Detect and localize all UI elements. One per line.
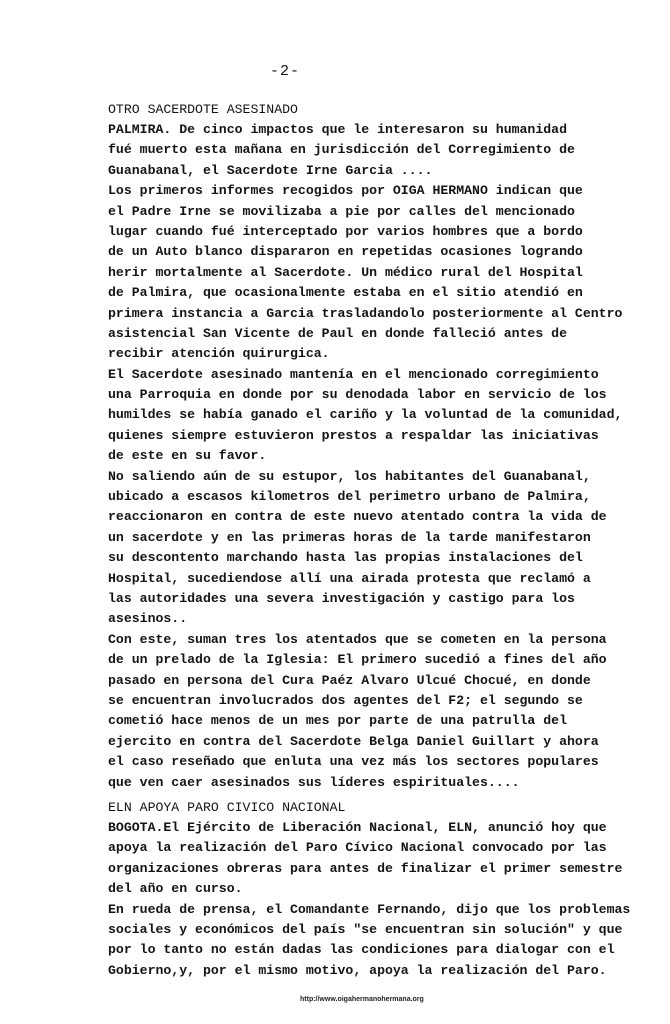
- text-line: Hospital, sucediendose allí una airada protesta que reclamó a: [108, 570, 591, 586]
- text-line: de un prelado de la Iglesia: El primero sucedió a fines del año: [108, 652, 607, 668]
- text-line: ubicado a escasos kilometros del perimetro urbano de Palmira,: [108, 489, 591, 505]
- text-line: No saliendo aún de su estupor, los habitantes del Guanabanal,: [108, 468, 591, 484]
- text-line: asistencial San Vicente de Paul en donde falleció antes de: [108, 325, 567, 341]
- text-line: apoya la realización del Paro Cívico Nacional convocado por las: [108, 840, 607, 856]
- text-line: quienes siempre estuvieron prestos a respaldar las iniciativas: [108, 427, 599, 443]
- text-line: el caso reseñado que enluta una vez más los sectores populares: [108, 754, 599, 770]
- text-line: Guanabanal, el Sacerdote Irne Garcia ....: [108, 162, 433, 178]
- text-line: herir mortalmente al Sacerdote. Un médico rural del Hospital: [108, 264, 583, 280]
- text-line: Los primeros informes recogidos por OIGA HERMANO indican que: [108, 183, 583, 199]
- text-line: se encuentran involucrados dos agentes del F2; el segundo se: [108, 692, 583, 708]
- text-line: que ven caer asesinados sus líderes espirituales....: [108, 774, 520, 790]
- text-line: PALMIRA. De cinco impactos que le interesaron su humanidad: [108, 122, 567, 137]
- text-line: fué muerto esta mañana en jurisdicción del Corregimiento de: [108, 142, 575, 158]
- text-line: recibir atención quirurgica.: [108, 346, 330, 362]
- footer-url: http://www.oigahermanohermana.org: [300, 996, 424, 1003]
- text-line: reaccionaron en contra de este nuevo atentado contra la vida de: [108, 509, 607, 525]
- text-line: organizaciones obreras para antes de finalizar el primer semestre: [108, 860, 623, 876]
- text-line: humildes se había ganado el cariño y la voluntad de la comunidad,: [108, 407, 623, 423]
- text-line: una Parroquia en donde por su denodada labor en servicio de los: [108, 387, 607, 403]
- text-line: Gobierno,y, por el mismo motivo, apoya la realización del Paro.: [108, 962, 607, 978]
- text-line: lugar cuando fué interceptado por varios hombres que a bordo: [108, 223, 583, 239]
- text-line: las autoridades una severa investigación y castigo para los: [108, 590, 575, 606]
- article-headline: OTRO SACERDOTE ASESINADO: [108, 102, 298, 117]
- text-line: Con este, suman tres los atentados que se cometen en la persona: [108, 631, 607, 647]
- article-otro-sacerdote-asesinado: [108, 100, 623, 793]
- article-eln-apoya-paro: [108, 798, 631, 981]
- text-line: ejercito en contra del Sacerdote Belga Daniel Guillart y ahora: [108, 733, 599, 749]
- text-line: pasado en persona del Cura Paéz Alvaro Ulcué Chocué, en donde: [108, 672, 591, 688]
- text-line: su descontento marchando hasta las propias instalaciones del: [108, 550, 583, 566]
- text-line: por lo tanto no están dadas las condiciones para dialogar con el: [108, 942, 615, 958]
- text-line: BOGOTA.El Ejército de Liberación Nacional, ELN, anunció hoy que: [108, 820, 607, 835]
- text-line: El Sacerdote asesinado mantenía en el mencionado corregimiento: [108, 366, 599, 382]
- text-line: primera instancia a Garcia trasladandolo posteriormente al Centro: [108, 305, 623, 321]
- text-line: de un Auto blanco dispararon en repetidas ocasiones logrando: [108, 244, 583, 260]
- article-body: [108, 120, 623, 793]
- text-line: En rueda de prensa, el Comandante Fernando, dijo que los problemas: [108, 901, 631, 917]
- article-headline: ELN APOYA PARO CIVICO NACIONAL: [108, 800, 346, 815]
- article-body: [108, 818, 631, 981]
- text-line: de este en su favor.: [108, 448, 267, 464]
- text-line: sociales y económicos del país "se encuentran sin solución" y que: [108, 921, 623, 937]
- text-line: el Padre Irne se movilizaba a pie por calles del mencionado: [108, 203, 575, 219]
- text-line: asesinos..: [108, 611, 188, 627]
- text-line: un sacerdote y en las primeras horas de la tarde manifestaron: [108, 529, 591, 545]
- page-number: -2-: [270, 63, 301, 80]
- text-line: cometió hace menos de un mes por parte de una patrulla del: [108, 713, 567, 729]
- text-line: del año en curso.: [108, 881, 243, 897]
- text-line: de Palmira, que ocasionalmente estaba en el sitio atendió en: [108, 285, 583, 301]
